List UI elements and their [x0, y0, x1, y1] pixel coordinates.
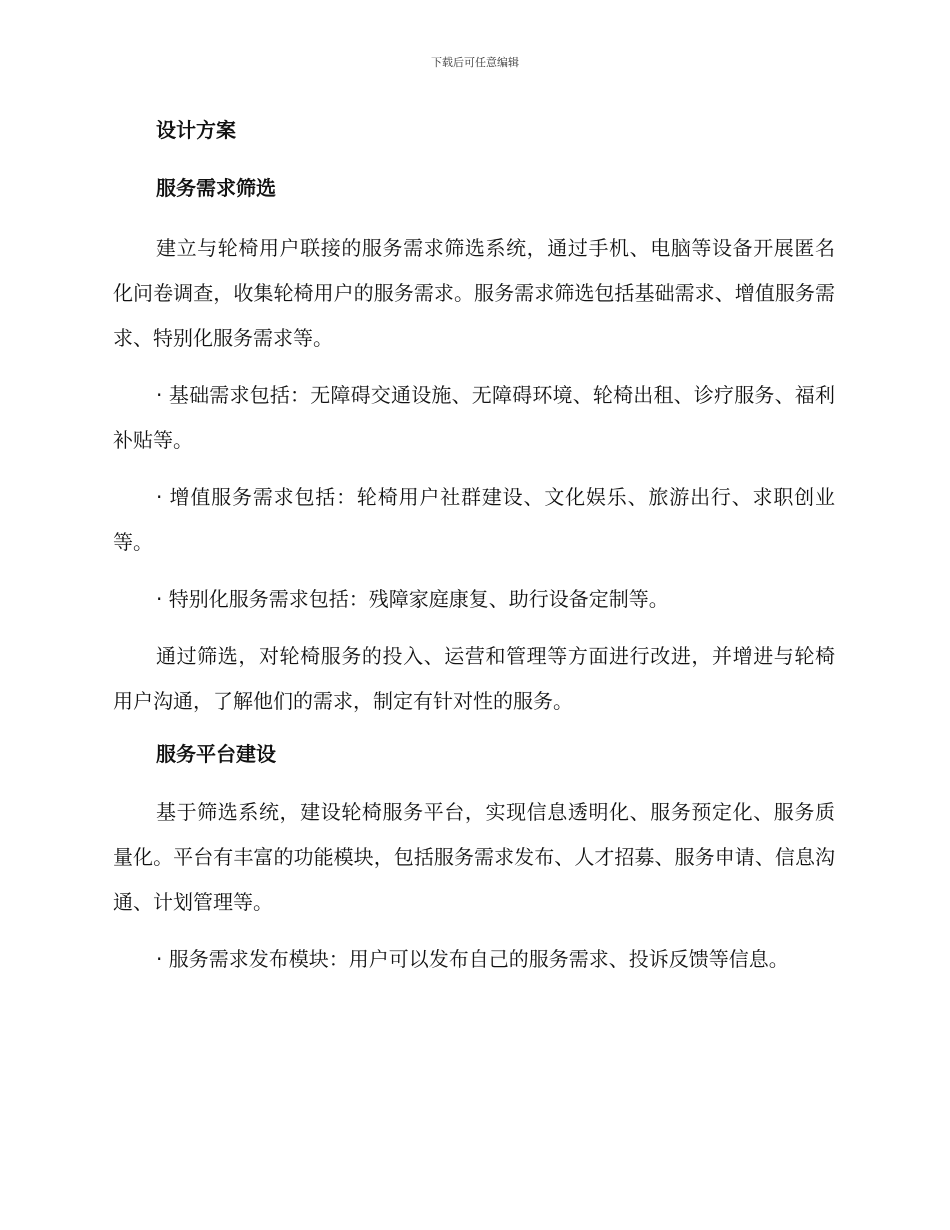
bullet-value-added-needs: · 增值服务需求包括：轮椅用户社群建设、文化娱乐、旅游出行、求职创业等。 — [113, 485, 835, 554]
heading-design-plan: 设计方案 — [156, 118, 236, 142]
paragraph-screening-outcome: 通过筛选，对轮椅服务的投入、运营和管理等方面进行改进，并增进与轮椅用户沟通，了解他们的需求，制定有针对性的服务。 — [113, 644, 835, 713]
heading-service-screening: 服务需求筛选 — [156, 176, 276, 200]
paragraph-platform-intro: 基于筛选系统，建设轮椅服务平台，实现信息透明化、服务预定化、服务质量化。平台有丰富的功能模块，包括服务需求发布、人才招募、服务申请、信息沟通、计划管理等。 — [113, 800, 835, 914]
page-header-note: 下载后可任意编辑 — [431, 56, 519, 69]
bullet-special-needs: · 特别化服务需求包括：残障家庭康复、助行设备定制等。 — [156, 587, 669, 611]
document-body — [113, 112, 835, 994]
bullet-basic-needs: · 基础需求包括：无障碍交通设施、无障碍环境、轮椅出租、诊疗服务、福利补贴等。 — [113, 383, 835, 452]
heading-service-platform: 服务平台建设 — [156, 742, 276, 766]
paragraph-screening-intro: 建立与轮椅用户联接的服务需求筛选系统，通过手机、电脑等设备开展匿名化问卷调查，收集轮椅用户的服务需求。服务需求筛选包括基础需求、增值服务需求、特别化服务需求等。 — [113, 236, 835, 350]
bullet-publish-module: · 服务需求发布模块：用户可以发布自己的服务需求、投诉反馈等信息。 — [156, 947, 789, 971]
